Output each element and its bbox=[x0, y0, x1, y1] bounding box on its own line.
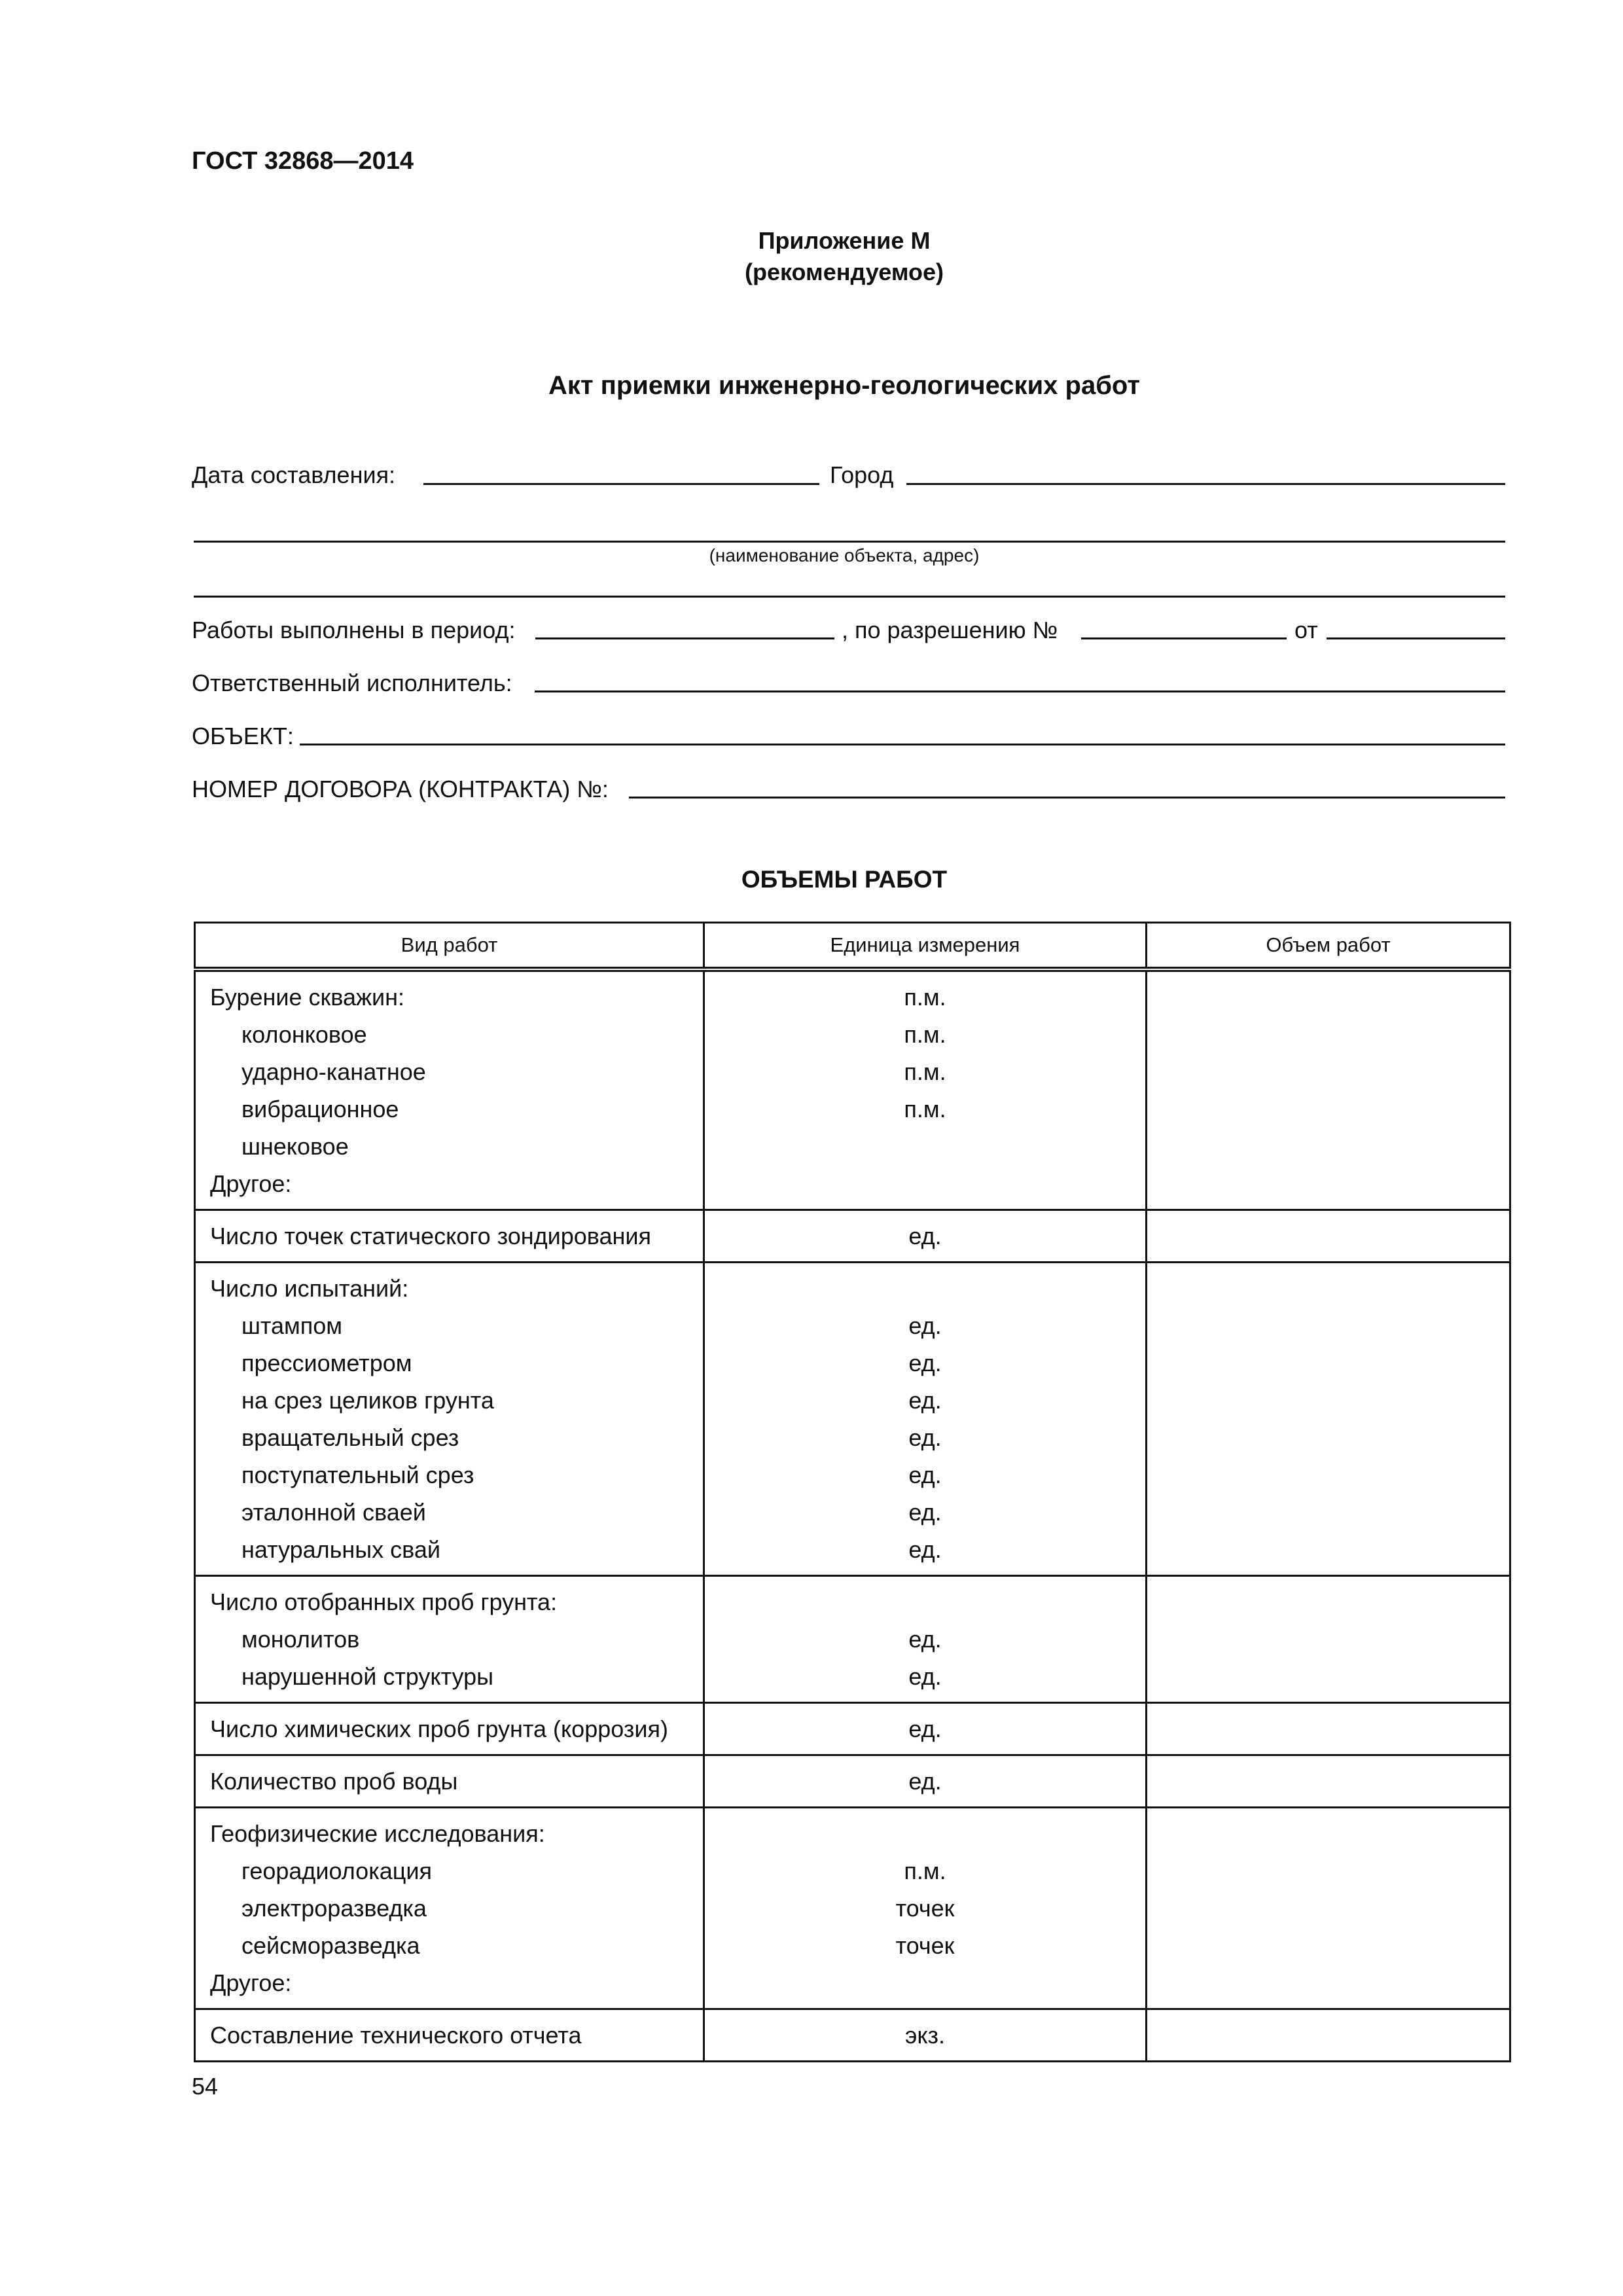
volume-input-cell[interactable] bbox=[1147, 1755, 1510, 1808]
unit-cell bbox=[704, 1576, 1147, 1703]
unit-label: ед. bbox=[908, 1387, 942, 1414]
object-label: ОБЪЕКТ: bbox=[192, 723, 294, 749]
unit-label: экз. bbox=[904, 2022, 946, 2049]
city-label: Город bbox=[830, 461, 894, 488]
volume-input-cell[interactable] bbox=[1147, 969, 1510, 1210]
unit-label: ед. bbox=[908, 1424, 942, 1451]
work-type-label: Другое: bbox=[210, 1170, 292, 1197]
appendix-label: Приложение М bbox=[758, 227, 931, 254]
from-date-field-line[interactable] bbox=[1327, 637, 1505, 639]
work-type-cell bbox=[195, 1210, 704, 1263]
executor-field-line[interactable] bbox=[535, 691, 1505, 692]
table-header-row bbox=[195, 923, 1510, 970]
volume-input-cell[interactable] bbox=[1147, 1210, 1510, 1263]
unit-label: ед. bbox=[908, 1626, 942, 1653]
work-type-label: Число испытаний: bbox=[210, 1275, 409, 1302]
permit-number-field-line[interactable] bbox=[1081, 637, 1287, 639]
object-address-field-line[interactable] bbox=[194, 541, 1505, 543]
header-volume: Объем работ bbox=[1147, 923, 1510, 970]
document-title: Акт приемки инженерно-геологических работ bbox=[548, 371, 1140, 400]
work-subtype-label: поступательный срез bbox=[241, 1462, 474, 1488]
unit-label: ед. bbox=[908, 1312, 942, 1339]
work-subtype-label: эталонной сваей bbox=[241, 1499, 426, 1526]
unit-label bbox=[705, 1583, 1145, 1621]
unit-cell bbox=[704, 1755, 1147, 1808]
date-field-line[interactable] bbox=[423, 483, 819, 485]
object-address-field-line-2[interactable] bbox=[194, 596, 1505, 598]
permit-label: , по разрешению № bbox=[842, 617, 1058, 643]
work-subtype-label: ударно-канатное bbox=[241, 1058, 426, 1085]
work-type-cell bbox=[195, 1263, 704, 1576]
work-subtype-label: вращательный срез bbox=[241, 1424, 459, 1451]
header-unit: Единица измерения bbox=[704, 923, 1147, 970]
table-row bbox=[195, 2009, 1510, 2062]
executor-label: Ответственный исполнитель: bbox=[192, 670, 512, 696]
volume-input-cell[interactable] bbox=[1147, 2009, 1510, 2062]
work-subtype-label: вибрационное bbox=[241, 1096, 399, 1122]
header-work-type: Вид работ bbox=[195, 923, 704, 970]
work-subtype-label: георадиолокация bbox=[241, 1857, 432, 1884]
unit-label: точек bbox=[895, 1932, 955, 1959]
work-type-label: Количество проб воды bbox=[210, 1768, 458, 1795]
table-row bbox=[195, 1576, 1510, 1703]
work-type-label: Число химических проб грунта (коррозия) bbox=[210, 1715, 668, 1742]
work-subtype-label: прессиометром bbox=[241, 1350, 412, 1376]
work-subtype-label: сейсморазведка bbox=[241, 1932, 420, 1959]
period-label: Работы выполнены в период: bbox=[192, 617, 516, 643]
table-row bbox=[195, 1210, 1510, 1263]
page-number: 54 bbox=[192, 2073, 219, 2100]
unit-cell bbox=[704, 1808, 1147, 2009]
unit-label bbox=[705, 1128, 1145, 1165]
volume-input-cell[interactable] bbox=[1147, 1703, 1510, 1755]
work-subtype-label: электроразведка bbox=[241, 1895, 427, 1922]
work-subtype-label: колонковое bbox=[241, 1021, 367, 1048]
unit-label: п.м. bbox=[904, 984, 946, 1011]
work-type-cell bbox=[195, 1808, 704, 2009]
work-type-label: Составление технического отчета bbox=[210, 2022, 582, 2049]
date-label: Дата составления: bbox=[192, 461, 396, 488]
work-subtype-label: нарушенной структуры bbox=[241, 1663, 493, 1690]
unit-cell bbox=[704, 2009, 1147, 2062]
work-type-cell bbox=[195, 1755, 704, 1808]
volume-input-cell[interactable] bbox=[1147, 1808, 1510, 2009]
unit-label: ед. bbox=[908, 1715, 942, 1742]
works-volume-table bbox=[194, 922, 1511, 2062]
document-code: ГОСТ 32868—2014 bbox=[192, 147, 414, 175]
work-type-cell bbox=[195, 2009, 704, 2062]
volume-input-cell[interactable] bbox=[1147, 1263, 1510, 1576]
table-row bbox=[195, 969, 1510, 1210]
work-subtype-label: монолитов bbox=[241, 1626, 360, 1653]
unit-label bbox=[705, 1270, 1145, 1307]
unit-label: п.м. bbox=[904, 1021, 946, 1048]
work-type-cell bbox=[195, 1576, 704, 1703]
unit-label: п.м. bbox=[904, 1857, 946, 1884]
table-row bbox=[195, 1755, 1510, 1808]
table-row bbox=[195, 1808, 1510, 2009]
unit-label: ед. bbox=[908, 1350, 942, 1376]
work-type-label: Геофизические исследования: bbox=[210, 1820, 545, 1847]
unit-cell bbox=[704, 1703, 1147, 1755]
work-subtype-label: шнековое bbox=[241, 1133, 349, 1160]
volume-input-cell[interactable] bbox=[1147, 1576, 1510, 1703]
unit-label: п.м. bbox=[904, 1058, 946, 1085]
work-type-label: Другое: bbox=[210, 1969, 292, 1996]
contract-field-line[interactable] bbox=[629, 797, 1505, 798]
table-body bbox=[195, 969, 1510, 2062]
object-address-caption: (наименование объекта, адрес) bbox=[709, 545, 980, 565]
unit-cell bbox=[704, 1263, 1147, 1576]
appendix-status: (рекомендуемое) bbox=[745, 259, 944, 285]
unit-label: ед. bbox=[908, 1768, 942, 1795]
unit-cell bbox=[704, 1210, 1147, 1263]
appendix-heading bbox=[0, 225, 1623, 288]
from-date-label: от bbox=[1294, 617, 1318, 643]
works-volume-heading: ОБЪЕМЫ РАБОТ bbox=[741, 866, 948, 893]
city-field-line[interactable] bbox=[906, 483, 1505, 485]
unit-label: точек bbox=[895, 1895, 955, 1922]
unit-label: ед. bbox=[908, 1663, 942, 1690]
work-type-cell bbox=[195, 1703, 704, 1755]
work-subtype-label: на срез целиков грунта bbox=[241, 1387, 494, 1414]
work-type-label: Число отобранных проб грунта: bbox=[210, 1588, 558, 1615]
work-type-label: Число точек статического зондирования bbox=[210, 1223, 651, 1249]
work-type-cell bbox=[195, 969, 704, 1210]
contract-label: НОМЕР ДОГОВОРА (КОНТРАКТА) №: bbox=[192, 776, 609, 802]
unit-cell bbox=[704, 969, 1147, 1210]
period-field-line[interactable] bbox=[535, 637, 834, 639]
unit-label: ед. bbox=[908, 1462, 942, 1488]
unit-label bbox=[705, 1815, 1145, 1852]
unit-label: ед. bbox=[908, 1536, 942, 1563]
work-type-label: Бурение скважин: bbox=[210, 984, 405, 1011]
work-subtype-label: штампом bbox=[241, 1312, 343, 1339]
unit-label: ед. bbox=[908, 1499, 942, 1526]
unit-label: п.м. bbox=[904, 1096, 946, 1122]
unit-label bbox=[705, 1964, 1145, 2001]
table-row bbox=[195, 1703, 1510, 1755]
unit-label: ед. bbox=[908, 1223, 942, 1249]
unit-label bbox=[705, 1165, 1145, 1202]
work-subtype-label: натуральных свай bbox=[241, 1536, 441, 1563]
table-row bbox=[195, 1263, 1510, 1576]
object-field-line[interactable] bbox=[300, 744, 1505, 745]
